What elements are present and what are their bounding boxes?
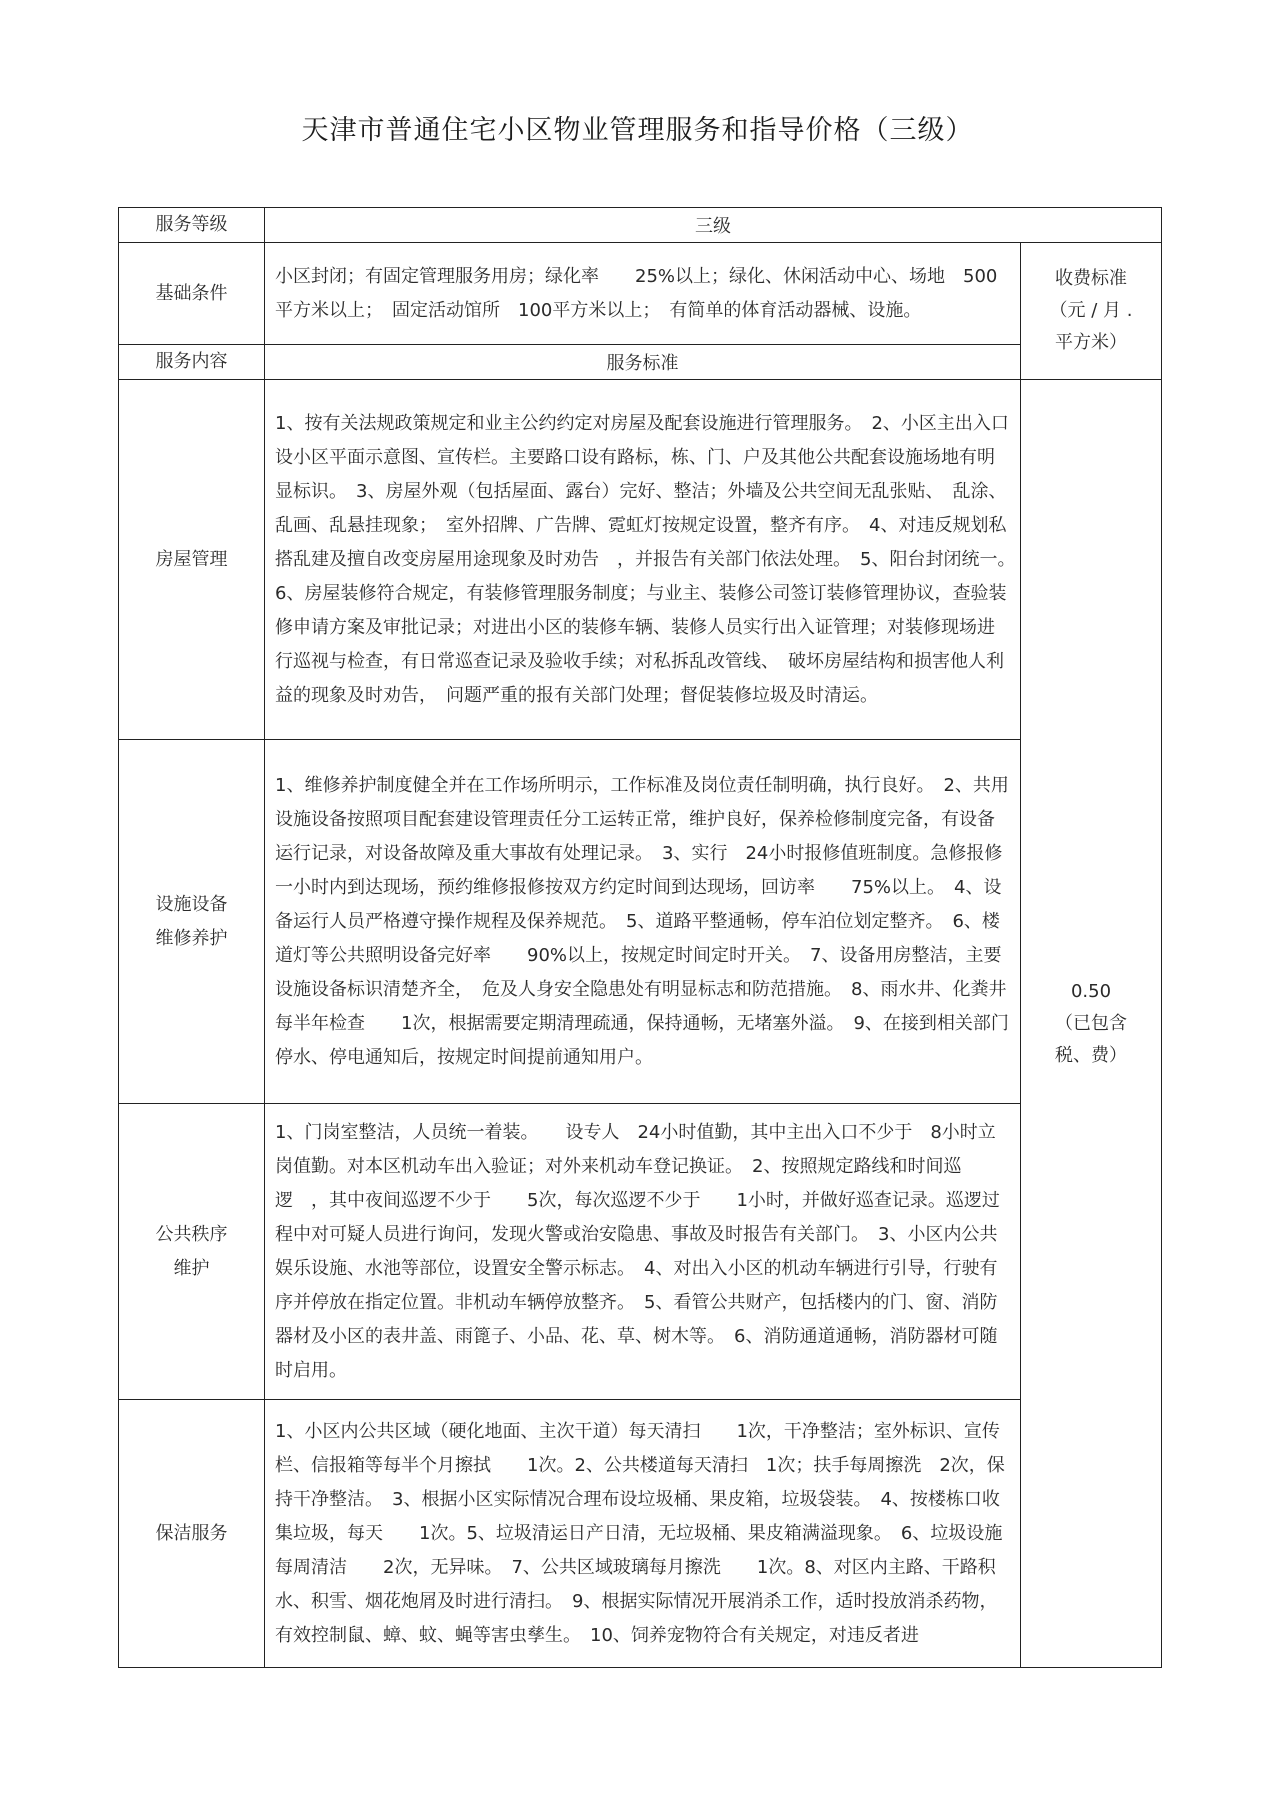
cleaning-standard: 1、小区内公共区域（硬化地面、主次干道）每天清扫 1次，干净整洁；室外标识、宣传栏、信报箱等每半个月擦拭 1次。2、公共楼道每天清扫 1次；扶手每周擦洗 2次，保持干净整洁。 3、根据小区实际情况合理布设垃圾桶、果皮箱，垃圾袋装。 4、按楼栋口收集垃圾，每天 1次。5、垃圾清运日产日清，无垃圾桶、果皮箱满溢现象。 6、垃圾设施每周清洁 2次，无异味。 7、公共区域玻璃每月擦洗 1次。8、对区内主路、干路积水、积雪、烟花炮屑及时进行清扫。 9、根据实际情况开展消杀工作，适时投放消杀药物，有效控制鼠、蟑、蚊、蝇等害虫孳生。 10、饲养宠物符合有关规定，对违反者进 xyxy=(275,1420,1005,1646)
row-text-housing xyxy=(265,380,1025,740)
row-label-security xyxy=(119,1104,265,1400)
row-text-cleaning xyxy=(265,1400,1021,1668)
fee-note-2: 税、费） xyxy=(1055,1044,1127,1066)
row-label-housing: 房屋管理 xyxy=(119,380,265,740)
page-title: 天津市普通住宅小区物业管理服务和指导价格（三级） xyxy=(301,115,974,146)
fee-note-1: （已包含 xyxy=(1055,1012,1127,1034)
row-text-facilities xyxy=(265,740,1021,1104)
fee-header-line-2: （元 / 月 . xyxy=(1049,300,1133,321)
housing-standard: 1、按有关法规政策规定和业主公约约定对房屋及配套设施进行管理服务。 2、小区主出入口设小区平面示意图、宣传栏。主要路口设有路标，栋、门、户及其他公共配套设施场地有明显标识。 3、房屋外观（包括屋面、露台）完好、整洁；外墙及公共空间无乱张贴、 乱涂、乱画、乱悬挂现象； 室外招牌、广告牌、霓虹灯按规定设置，整齐有序。 4、对违反规划私搭乱建及擅自改变房屋用途现象及时劝告 ，并报告有关部门依法处理。 5、阳台封闭统一。 6、房屋装修符合规定，有装修管理服务制度；与业主、装修公司签订装修管理协议，查验装修申请方案及审批记录；对进出小区的装修车辆、装修人员实行出入证管理；对装修现场进行巡视与检查，有日常巡查记录及验收手续；对私拆乱改管线、 破坏房屋结构和损害他人利益的现象及时劝告， 问题严重的报有关部门处理；督促装修垃圾及时清运。 xyxy=(275,412,1025,706)
fee-cell xyxy=(1021,380,1162,1668)
facilities-standard: 1、维修养护制度健全并在工作场所明示，工作标准及岗位责任制明确，执行良好。 2、共用设施设备按照项目配套建设管理责任分工运转正常，维护良好，保养检修制度完备，有设备运行记录，对设备故障及重大事故有处理记录。 3、实行 24小时报修值班制度。急修报修一小时内到达现场，预约维修报修按双方约定时间到达现场，回访率 75%以上。 4、设备运行人员严格遵守操作规程及保养规范。 5、道路平整通畅，停车泊位划定整齐。 6、楼道灯等公共照明设备完好率 90%以上，按规定时间定时开关。 7、设备用房整洁，主要设施设备标识清楚齐全， 危及人身安全隐患处有明显标志和防范措施。 8、雨水井、化粪井每半年检查 1次，根据需要定期清理疏通，保持通畅，无堵塞外溢。 9、在接到相关部门停水、停电通知后，按规定时间提前通知用户。 xyxy=(275,774,1009,1068)
service-table xyxy=(118,207,1162,1668)
facilities-label-1: 设施设备 xyxy=(155,893,228,915)
content-label: 服务内容 xyxy=(119,345,265,380)
grade-label: 服务等级 xyxy=(119,208,265,243)
fee-header-line-1: 收费标准 xyxy=(1055,268,1127,289)
security-label-2: 维护 xyxy=(173,1257,210,1279)
basic-conditions-label: 基础条件 xyxy=(119,243,265,345)
standard-label: 服务标准 xyxy=(265,345,1021,380)
fee-header-line-3: 平方米） xyxy=(1055,332,1127,353)
grade-value: 三级 xyxy=(265,208,1162,243)
fee-value: 0.50 xyxy=(1070,980,1112,1002)
row-label-facilities xyxy=(119,740,265,1104)
row-label-cleaning: 保洁服务 xyxy=(119,1400,265,1668)
security-standard: 1、门岗室整洁，人员统一着装。 设专人 24小时值勤，其中主出入口不少于 8小时立岗值勤。对本区机动车出入验证；对外来机动车登记换证。 2、按照规定路线和时间巡逻 ，其中夜间巡逻不少于 5次，每次巡逻不少于 1小时，并做好巡查记录。巡逻过程中对可疑人员进行询问，发现火警或治安隐患、事故及时报告有关部门。 3、小区内公共娱乐设施、水池等部位，设置安全警示标志。 4、对出入小区的机动车辆进行引导，行驶有序并停放在指定位置。非机动车辆停放整齐。 5、看管公共财产，包括楼内的门、窗、消防器材及小区的表井盖、雨篦子、小品、花、草、树木等。 6、消防通道通畅，消防器材可随时启用。 xyxy=(275,1121,1000,1381)
basic-conditions-content: 小区封闭；有固定管理服务用房；绿化率 25%以上；绿化、休闲活动中心、场地 500平方米以上； 固定活动馆所 100平方米以上； 有简单的体育活动器械、设施。 xyxy=(275,265,998,321)
security-label-1: 公共秩序 xyxy=(155,1223,228,1245)
fee-header xyxy=(1021,243,1162,380)
basic-conditions-text xyxy=(265,243,1021,345)
facilities-label-2: 维修养护 xyxy=(155,927,228,949)
row-text-security xyxy=(265,1104,1021,1400)
